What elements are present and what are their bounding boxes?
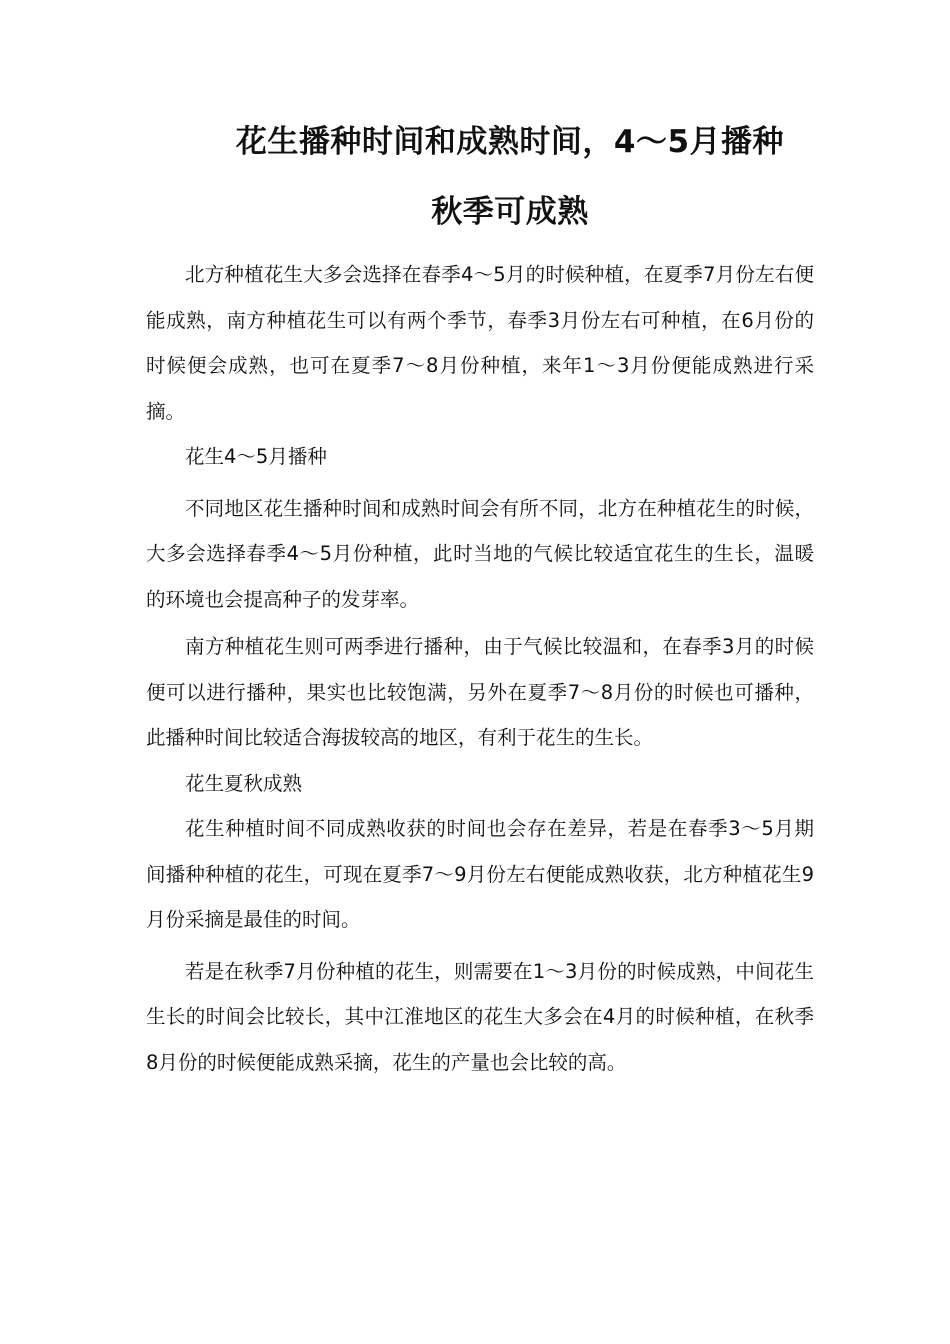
paragraph-sowing-south: 南方种植花生则可两季进行播种，由于气候比较温和，在春季3月的时候便可以进行播种，果实也比较饱满，另外在夏季7～8月份的时候也可播种，此播种时间比较适合海拔较高的地区，有利于花生的生长。 <box>146 635 814 749</box>
document-title-line-2: 秋季可成熟 <box>431 194 589 230</box>
paragraph-sowing-north: 不同地区花生播种时间和成熟时间会有所不同，北方在种植花生的时候，大多会选择春季4～5月份种植，此时当地的气候比较适宜花生的生长，温暖的环境也会提高种子的发芽率。 <box>146 496 814 611</box>
paragraph-intro: 北方种植花生大多会选择在春季4～5月的时候种植，在夏季7月份左右便能成熟，南方种植花生可以有两个季节，春季3月份左右可种植，在6月份的时候便会成熟，也可在夏季7～8月份种植，来年1～3月份便能成熟进行采摘。 <box>146 263 814 423</box>
section-heading-sowing: 花生4～5月播种 <box>185 445 327 468</box>
document-title-line-1: 花生播种时间和成熟时间，4～5月播种 <box>235 124 785 160</box>
paragraph-maturity-autumn: 若是在秋季7月份种植的花生，则需要在1～3月份的时候成熟，中间花生生长的时间会比较长，其中江淮地区的花生大多会在4月的时候种植，在秋季8月份的时候便能成熟采摘，花生的产量也会比较的高。 <box>146 959 814 1074</box>
section-heading-maturity: 花生夏秋成熟 <box>185 771 303 795</box>
paragraph-maturity-spring: 花生种植时间不同成熟收获的时间也会存在差异，若是在春季3～5月期间播种种植的花生，可现在夏季7～9月份左右便能成熟收获，北方种植花生9月份采摘是最佳的时间。 <box>146 817 814 931</box>
document-body <box>146 252 814 1085</box>
